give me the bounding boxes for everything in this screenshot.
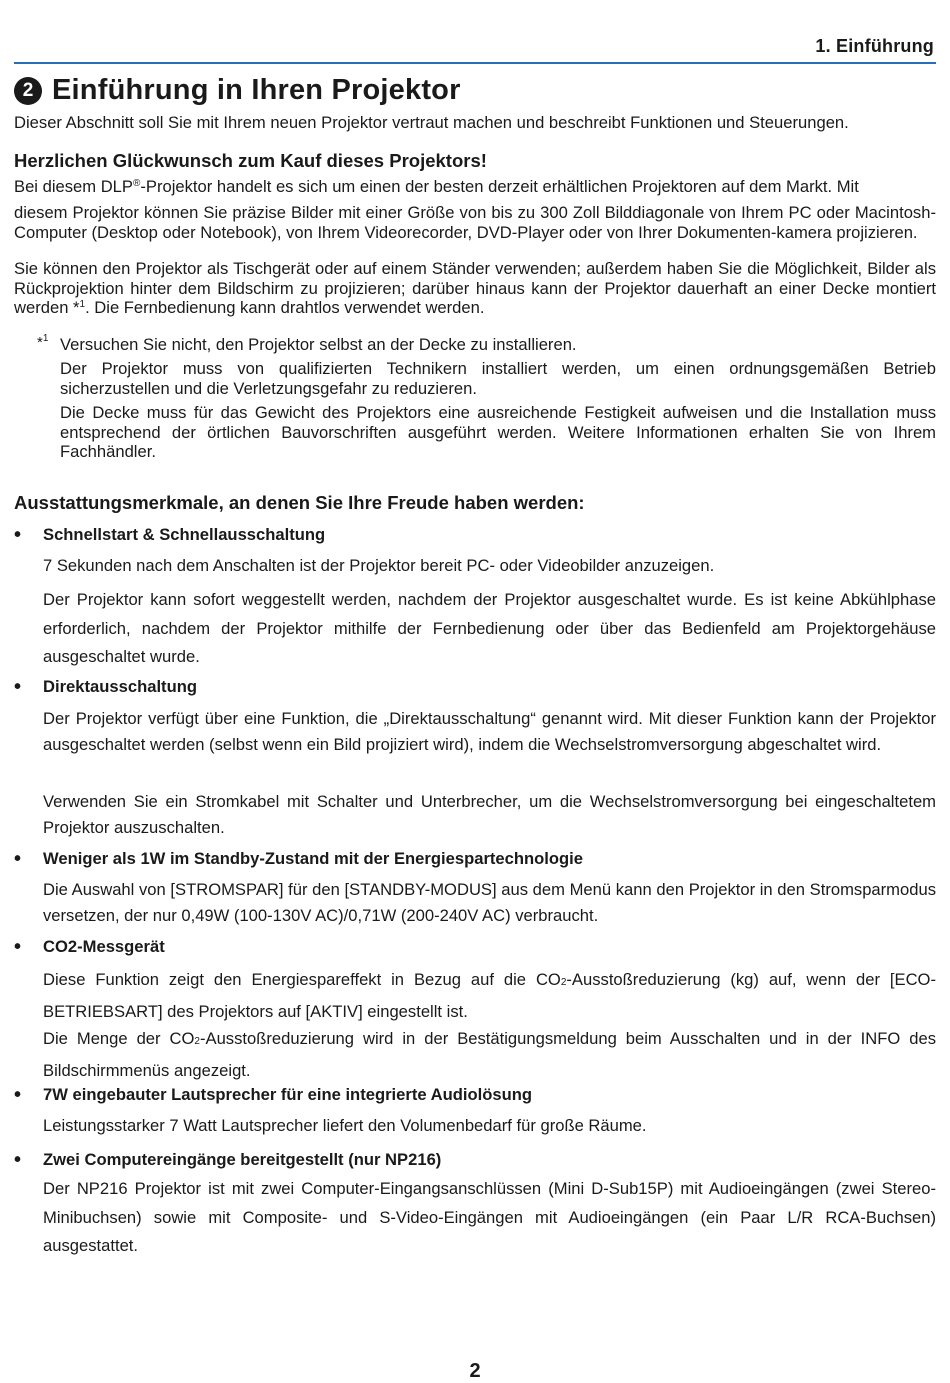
feature-text: Verwenden Sie ein Stromkabel mit Schalter und Unterbrecher, um die Wechselstromversorgung bei eingeschaltetem Projektor auszuschalten. — [43, 792, 936, 837]
intro-text: Dieser Abschnitt soll Sie mit Ihrem neuen Projektor vertraut machen und beschreibt Funktionen und Steuerungen. — [14, 113, 849, 132]
feature-text: Diese Funktion zeigt den Energiespareffekt in Bezug auf die CO2-Ausstoßreduzierung (kg) auf, wenn der [ECO-BETRIEBSART] des Projektors auf [AKTIV] eingestellt ist. — [43, 970, 936, 1021]
page-number: 2 — [469, 1360, 481, 1382]
feature-title: 7W eingebauter Lautsprecher für eine integrierte Audiolösung — [43, 1085, 532, 1104]
congrats-paragraph-2: diesem Projektor können Sie präzise Bilder mit einer Größe von bis zu 300 Zoll Bilddiagonale von Ihrem PC oder Macintosh-Computer (Desktop oder Notebook), von Ihrem Videorecorder, DVD-Player oder von Ihrer Dokumenten-kamera projizieren. — [14, 203, 936, 242]
header-divider — [14, 62, 936, 64]
feature-text: Die Auswahl von [STROMSPAR] für den [STANDBY-MODUS] aus dem Menü kann den Projektor in den Stromsparmodus versetzen, der nur 0,49W (100-130V AC)/0,71W (200-240V AC) verbraucht. — [43, 880, 936, 925]
bullet-icon: • — [14, 1084, 22, 1106]
features-heading: Ausstattungsmerkmale, an denen Sie Ihre Freude haben werden: — [14, 492, 585, 513]
feature-title: Schnellstart & Schnellausschaltung — [43, 525, 326, 544]
congrats-paragraph-3: Sie können den Projektor als Tischgerät oder auf einem Ständer verwenden; außerdem haben Sie die Möglichkeit, Bilder als Rückprojektion hinter dem Bildschirm zu projizieren; darüber hinaus kann der Projektor dauerhaft an einer Decke montiert werden *$^1$. Die Fernbedienung kann drahtlos verwendet werden. — [14, 259, 936, 317]
feature-title: Direktausschaltung — [43, 677, 197, 696]
footnote-line-2: Der Projektor muss von qualifizierten Technikern installiert werden, um einen ordnungsgemäßen Betrieb sicherzustellen und die Verletzungsgefahr zu reduzieren. — [60, 359, 936, 398]
bullet-icon: • — [14, 524, 22, 546]
bullet-icon: • — [14, 1149, 22, 1171]
chapter-label: 1. Einführung — [815, 36, 934, 56]
feature-text: Der Projektor kann sofort weggestellt werden, nachdem der Projektor ausgeschaltet wurde. Es ist keine Abkühlphase erforderlich, nachdem der Projektor mithilfe der Fernbedienung oder über das Bedienfeld am Projektorgehäuse ausgeschaltet wurde. — [43, 590, 936, 666]
footnote-line-1: Versuchen Sie nicht, den Projektor selbst an der Decke zu installieren. — [60, 335, 577, 354]
feature-text: Die Menge der CO2-Ausstoßreduzierung wird in der Bestätigungsmeldung beim Ausschalten und in der INFO des Bildschirmmenüs angezeigt. — [43, 1029, 936, 1080]
congrats-heading: Herzlichen Glückwunsch zum Kauf dieses Projektors! — [14, 150, 487, 171]
congrats-paragraph-1: Bei diesem DLP®-Projektor handelt es sich um einen der besten derzeit erhältlichen Projektoren auf dem Markt. Mit — [14, 177, 859, 196]
bullet-icon: • — [14, 676, 22, 698]
feature-title: CO2-Messgerät — [43, 937, 165, 956]
feature-text: Leistungsstarker 7 Watt Lautsprecher liefert den Volumenbedarf für große Räume. — [43, 1116, 647, 1135]
bullet-icon: • — [14, 848, 22, 870]
footnote-line-3: Die Decke muss für das Gewicht des Projektors eine ausreichende Festigkeit aufweisen und die Installation muss entsprechend der örtlichen Bauvorschriften ausgeführt werden. Weitere Informationen erhalten Sie von Ihrem Fachhändler. — [60, 403, 936, 461]
section-title — [14, 74, 461, 107]
feature-text: Der NP216 Projektor ist mit zwei Computer-Eingangsanschlüssen (Mini D-Sub15P) mit Audioeingängen (zwei Stereo-Minibuchsen) sowie mit Composite- und S-Video-Eingängen mit Audioeingängen (ein Paar L/R RCA-Buchsen) ausgestattet. — [43, 1179, 936, 1255]
section-number-icon: 2 — [14, 77, 42, 105]
page-header — [14, 36, 936, 62]
page-title: Einführung in Ihren Projektor — [52, 74, 461, 106]
feature-text: Der Projektor verfügt über eine Funktion, die „Direktausschaltung“ genannt wird. Mit dieser Funktion kann der Projektor ausgeschaltet werden (selbst wenn ein Bild projiziert wird), indem die Wechselstromversorgung abgeschaltet wird. — [43, 709, 936, 754]
feature-title: Weniger als 1W im Standby-Zustand mit der Energiespartechnologie — [43, 849, 584, 868]
bullet-icon: • — [14, 936, 22, 958]
feature-title: Zwei Computereingänge bereitgestellt (nur NP216) — [43, 1150, 442, 1169]
footnote-marker: *$^1$ — [37, 333, 49, 351]
feature-text: 7 Sekunden nach dem Anschalten ist der Projektor bereit PC- oder Videobilder anzuzeigen. — [43, 556, 715, 575]
